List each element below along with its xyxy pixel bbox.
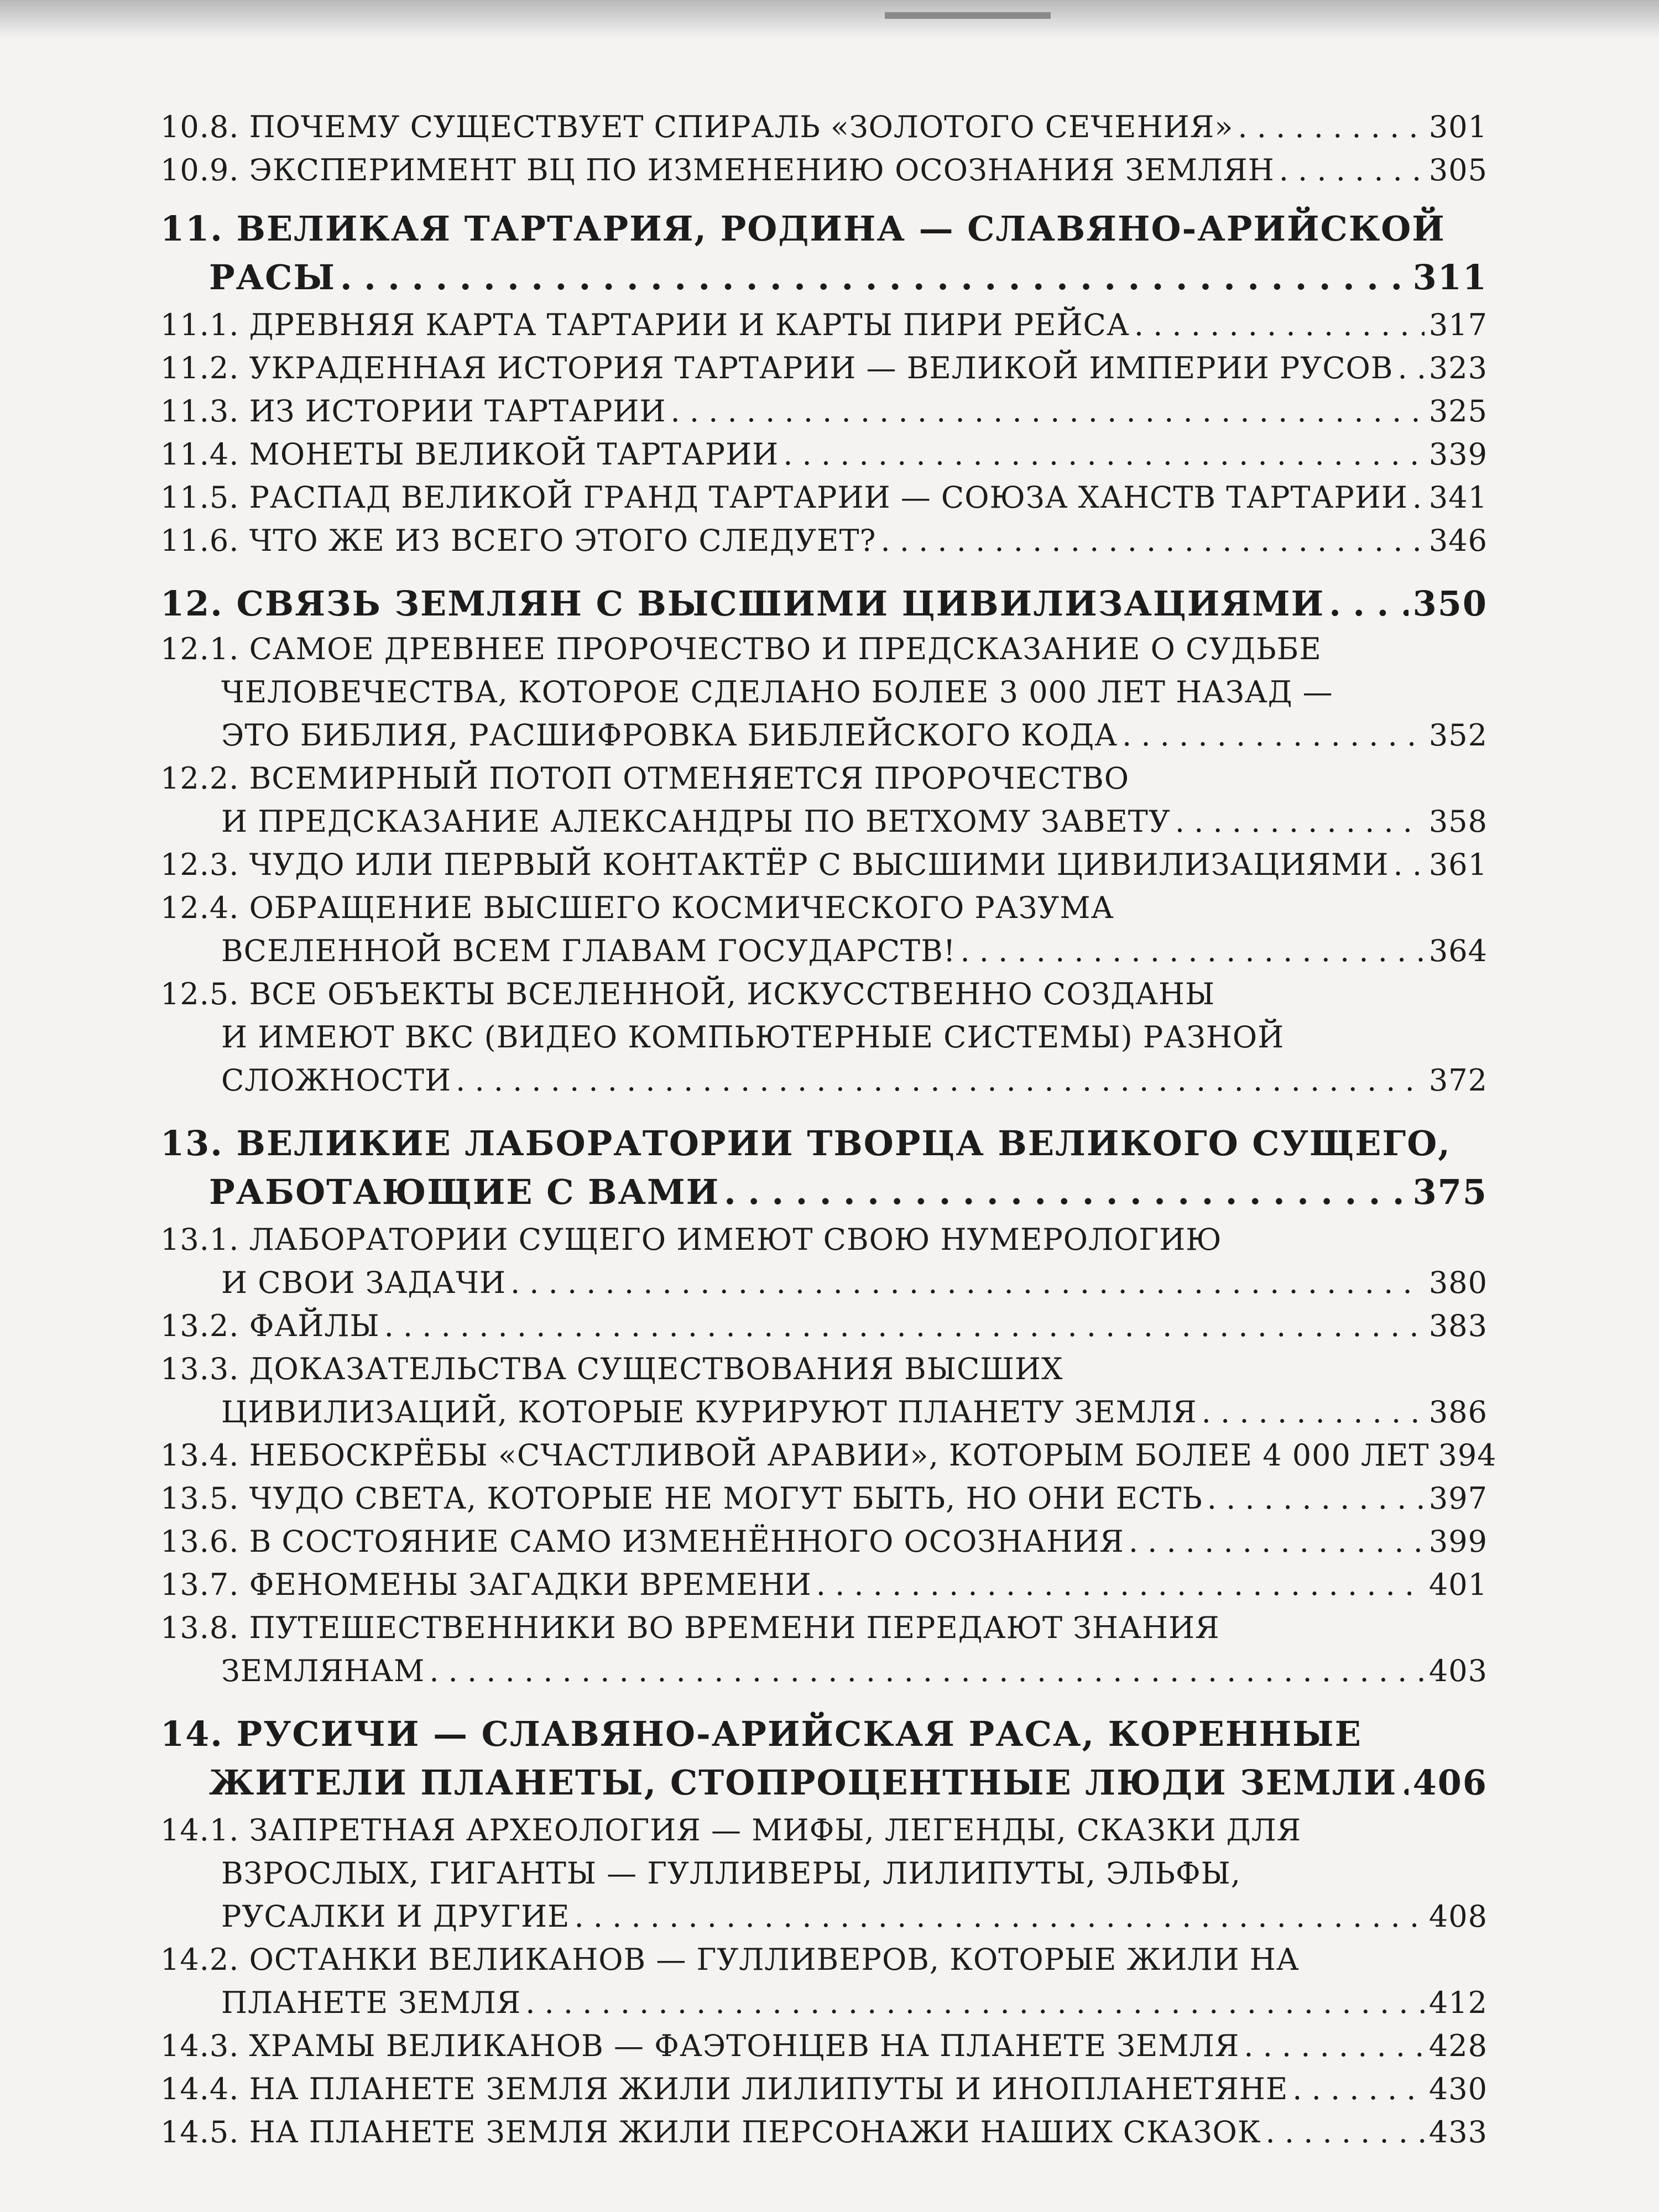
toc-leader-dots	[456, 1058, 1425, 1103]
toc-entry-line	[160, 2024, 1488, 2068]
toc-page-number: 430	[1428, 2072, 1488, 2106]
toc-entry-title: 13.4. НЕБОСКРЁБЫ «СЧАСТЛИВОЙ АРАВИИ», КОТОРЫМ БОЛЕЕ 4 000 ЛЕТ	[160, 1438, 1430, 1473]
toc-entry-line	[160, 1938, 1488, 1982]
toc-page-number: 412	[1428, 1985, 1488, 2020]
toc-leader-dots	[574, 1895, 1424, 1939]
toc-entry-title: РАБОТАЮЩИЕ С ВАМИ	[209, 1172, 720, 1212]
toc-chapter-line	[160, 204, 1488, 254]
toc-entry-line	[160, 105, 1488, 149]
toc-page-number: 406	[1412, 1762, 1488, 1803]
toc-entry-line	[221, 1058, 1488, 1103]
toc-entry-title: 14.3. ХРАМЫ ВЕЛИКАНОВ — ФАЭТОНЦЕВ НА ПЛАНЕТЕ ЗЕМЛЯ	[160, 2028, 1240, 2063]
toc-page-number: 325	[1428, 394, 1488, 429]
toc-entry-line	[221, 1895, 1488, 1939]
toc-page-number: 361	[1428, 847, 1488, 882]
toc-entry-line	[160, 2067, 1488, 2111]
toc-page-number: 305	[1428, 153, 1488, 187]
toc-leader-dots	[429, 1649, 1425, 1693]
toc-leader-dots	[1279, 148, 1425, 192]
toc-entry-title: 12.4. ОБРАЩЕНИЕ ВЫСШЕГО КОСМИЧЕСКОГО РАЗУМА	[160, 890, 1114, 925]
toc-leader-dots	[960, 929, 1424, 973]
toc-chapter-line	[209, 1167, 1488, 1218]
toc-page-number: 386	[1428, 1395, 1488, 1430]
toc-leader-dots	[1238, 105, 1425, 149]
toc-entry-title: 11. ВЕЛИКАЯ ТАРТАРИЯ, РОДИНА — СЛАВЯНО-АРИЙСКОЙ	[160, 208, 1446, 249]
toc-entry-title: 13.5. ЧУДО СВЕТА, КОТОРЫЕ НЕ МОГУТ БЫТЬ, НО ОНИ ЕСТЬ	[160, 1481, 1203, 1516]
toc-chapter-line	[160, 1118, 1488, 1169]
toc-chapter-line	[209, 252, 1488, 303]
toc-leader-dots	[671, 389, 1425, 434]
toc-entry-line	[160, 519, 1488, 563]
toc-leader-dots	[1134, 303, 1425, 347]
toc-page-number: 433	[1428, 2115, 1488, 2150]
toc-chapter-line	[160, 1709, 1488, 1760]
toc-entry-line	[221, 1649, 1488, 1693]
toc-entry-title: 14. РУСИЧИ — СЛАВЯНО-АРИЙСКАЯ РАСА, КОРЕННЫЕ	[160, 1714, 1362, 1754]
toc-page-number: 403	[1428, 1653, 1488, 1688]
toc-entry-line	[160, 1347, 1488, 1391]
toc-entry-title: 13.8. ПУТЕШЕСТВЕННИКИ ВО ВРЕМЕНИ ПЕРЕДАЮТ ЗНАНИЯ	[160, 1610, 1220, 1645]
toc-entry-title: 14.5. НА ПЛАНЕТЕ ЗЕМЛЯ ЖИЛИ ПЕРСОНАЖИ НАШИХ СКАЗОК	[160, 2115, 1261, 2150]
toc-entry-line	[160, 757, 1488, 801]
toc-leader-dots	[880, 519, 1424, 563]
toc-entry-line	[221, 713, 1488, 758]
toc-entry-line	[221, 929, 1488, 973]
toc-entry-title: И ИМЕЮТ ВКС (ВИДЕО КОМПЬЮТЕРНЫЕ СИСТЕМЫ) РАЗНОЙ	[221, 1020, 1285, 1055]
toc-entry-title: ВЗРОСЛЫХ, ГИГАНТЫ — ГУЛЛИВЕРЫ, ЛИЛИПУТЫ, ЭЛЬФЫ,	[221, 1856, 1241, 1891]
toc-entry-title: РУСАЛКИ И ДРУГИЕ	[221, 1899, 570, 1934]
toc-entry-title: 11.1. ДРЕВНЯЯ КАРТА ТАРТАРИИ И КАРТЫ ПИРИ РЕЙСА	[160, 307, 1130, 342]
toc-entry-title: ЭТО БИБЛИЯ, РАСШИФРОВКА БИБЛЕЙСКОГО КОДА	[221, 718, 1118, 753]
toc-leader-dots	[1412, 476, 1425, 520]
toc-entry-title: 12.2. ВСЕМИРНЫЙ ПОТОП ОТМЕНЯЕТСЯ ПРОРОЧЕСТВО	[160, 761, 1130, 796]
toc-entry-line	[160, 1520, 1488, 1564]
toc-entry-title: 12.5. ВСЕ ОБЪЕКТЫ ВСЕЛЕННОЙ, ИСКУССТВЕННО СОЗДАНЫ	[160, 977, 1215, 1011]
toc-entry-title: ЦИВИЛИЗАЦИЙ, КОТОРЫЕ КУРИРУЮТ ПЛАНЕТУ ЗЕМЛЯ	[221, 1395, 1197, 1430]
toc-entry-title: ЗЕМЛЯНАМ	[221, 1653, 425, 1688]
toc-page-number: 408	[1428, 1899, 1488, 1934]
toc-entry-title: 13.2. ФАЙЛЫ	[160, 1308, 380, 1343]
toc-leader-dots	[1129, 1520, 1425, 1564]
toc-page-number: 346	[1428, 523, 1488, 558]
toc-entry-title: 14.4. НА ПЛАНЕТЕ ЗЕМЛЯ ЖИЛИ ЛИЛИПУТЫ И ИНОПЛАНЕТЯНЕ	[160, 2072, 1288, 2106]
toc-entry-title: 14.1. ЗАПРЕТНАЯ АРХЕОЛОГИЯ — МИФЫ, ЛЕГЕНДЫ, СКАЗКИ ДЛЯ	[160, 1813, 1302, 1848]
toc-entry-line	[221, 1390, 1488, 1434]
toc-leader-dots	[510, 1261, 1425, 1305]
toc-entry-title: РАСЫ	[209, 257, 336, 298]
toc-entry-line	[160, 1477, 1488, 1521]
toc-page-number: 399	[1428, 1524, 1488, 1559]
toc-page-number: 375	[1412, 1172, 1488, 1212]
toc-entry-title: 12. СВЯЗЬ ЗЕМЛЯН С ВЫСШИМИ ЦИВИЛИЗАЦИЯМИ	[160, 583, 1325, 624]
toc-leader-dots	[1122, 713, 1425, 758]
toc-entry-line	[160, 346, 1488, 390]
toc-entry-line	[160, 1304, 1488, 1348]
toc-page-number: 401	[1428, 1567, 1488, 1602]
toc-leader-dots	[1394, 843, 1425, 887]
toc-page-number: 383	[1428, 1308, 1488, 1343]
toc-chapter-line	[160, 578, 1488, 629]
toc-leader-dots	[384, 1304, 1425, 1348]
toc-leader-dots	[1266, 2110, 1425, 2154]
toc-entry-line	[160, 303, 1488, 347]
toc-entry-line	[221, 1851, 1488, 1896]
toc-page-number: 323	[1428, 351, 1488, 385]
toc-entry-line	[160, 627, 1488, 671]
toc-leader-dots	[1401, 1757, 1408, 1808]
toc-leader-dots	[525, 1981, 1425, 2025]
toc-entry-line	[160, 432, 1488, 477]
toc-entry-line	[160, 1433, 1497, 1478]
toc-leader-dots	[816, 1563, 1425, 1607]
toc-page-number: 317	[1428, 307, 1488, 342]
toc-entry-title: 10.9. ЭКСПЕРИМЕНТ ВЦ ПО ИЗМЕНЕНИЮ ОСОЗНАНИЯ ЗЕМЛЯН	[160, 153, 1275, 187]
toc-entry-title: 10.8. ПОЧЕМУ СУЩЕСТВУЕТ СПИРАЛЬ «ЗОЛОТОГО СЕЧЕНИЯ»	[160, 109, 1234, 144]
toc-page-number: 301	[1428, 109, 1488, 144]
toc-leader-dots	[1175, 800, 1425, 844]
toc-entry-title: 11.2. УКРАДЕННАЯ ИСТОРИЯ ТАРТАРИИ — ВЕЛИКОЙ ИМПЕРИИ РУСОВ	[160, 351, 1394, 385]
toc-page-number: 358	[1428, 804, 1488, 839]
toc-entry-title: 14.2. ОСТАНКИ ВЕЛИКАНОВ — ГУЛЛИВЕРОВ, КОТОРЫЕ ЖИЛИ НА	[160, 1942, 1300, 1977]
toc-entry-title: 11.3. ИЗ ИСТОРИИ ТАРТАРИИ	[160, 394, 666, 429]
toc-page-number: 311	[1412, 257, 1488, 298]
toc-entry-title: 13.3. ДОКАЗАТЕЛЬСТВА СУЩЕСТВОВАНИЯ ВЫСШИХ	[160, 1352, 1063, 1386]
toc-entry-title: 12.3. ЧУДО ИЛИ ПЕРВЫЙ КОНТАКТЁР С ВЫСШИМИ ЦИВИЛИЗАЦИЯМИ	[160, 847, 1389, 882]
toc-chapter-line	[209, 1757, 1488, 1808]
toc-entry-title: 13.6. В СОСТОЯНИЕ САМО ИЗМЕНЁННОГО ОСОЗНАНИЯ	[160, 1524, 1124, 1559]
toc-leader-dots	[1397, 346, 1424, 390]
toc-entry-line	[221, 1015, 1488, 1060]
toc-entry-line	[221, 1261, 1488, 1305]
toc-page-number: 341	[1428, 480, 1488, 515]
toc-entry-line	[160, 1606, 1488, 1650]
toc-leader-dots	[1207, 1477, 1425, 1521]
toc-entry-title: ЧЕЛОВЕЧЕСТВА, КОТОРОЕ СДЕЛАНО БОЛЕЕ 3 000 ЛЕТ НАЗАД —	[221, 675, 1333, 709]
toc-entry-title: 11.5. РАСПАД ВЕЛИКОЙ ГРАНД ТАРТАРИИ — СОЮЗА ХАНСТВ ТАРТАРИИ	[160, 480, 1408, 515]
toc-page-number: 380	[1428, 1265, 1488, 1300]
toc-entry-line	[160, 972, 1488, 1016]
toc-entry-line	[160, 1808, 1488, 1853]
toc-entry-line	[160, 2110, 1488, 2154]
toc-leader-dots	[1244, 2024, 1425, 2068]
toc-leader-dots	[724, 1167, 1408, 1218]
toc-leader-dots	[1329, 578, 1408, 629]
toc-entry-line	[221, 1981, 1488, 2025]
toc-entry-title: 11.6. ЧТО ЖЕ ИЗ ВСЕГО ЭТОГО СЛЕДУЕТ?	[160, 523, 877, 558]
toc-page-number: 372	[1428, 1063, 1488, 1098]
toc-page-number: 394	[1438, 1438, 1497, 1473]
toc-entry-title: И СВОИ ЗАДАЧИ	[221, 1265, 506, 1300]
toc-entry-line	[160, 476, 1488, 520]
toc-entry-line	[160, 843, 1488, 887]
toc-entry-line	[160, 389, 1488, 434]
toc-entry-line	[221, 800, 1488, 844]
toc-entry-title: ПЛАНЕТЕ ЗЕМЛЯ	[221, 1985, 521, 2020]
toc-page-number: 428	[1428, 2028, 1488, 2063]
toc-entry-title: ВСЕЛЕННОЙ ВСЕМ ГЛАВАМ ГОСУДАРСТВ!	[221, 933, 956, 968]
toc-entry-title: 13. ВЕЛИКИЕ ЛАБОРАТОРИИ ТВОРЦА ВЕЛИКОГО СУЩЕГО,	[160, 1123, 1451, 1164]
toc-page-number: 364	[1428, 933, 1488, 968]
toc-entry-line	[160, 1563, 1488, 1607]
toc-page-number: 350	[1412, 583, 1488, 624]
toc-leader-dots	[783, 432, 1425, 477]
toc-entry-line	[160, 148, 1488, 192]
toc-entry-title: ЖИТЕЛИ ПЛАНЕТЫ, СТОПРОЦЕНТНЫЕ ЛЮДИ ЗЕМЛИ	[209, 1762, 1397, 1803]
toc-entry-title: И ПРЕДСКАЗАНИЕ АЛЕКСАНДРЫ ПО ВЕТХОМУ ЗАВЕТУ	[221, 804, 1171, 839]
toc-leader-dots	[1292, 2067, 1425, 2111]
toc-entry-title: СЛОЖНОСТИ	[221, 1063, 452, 1098]
toc-entry-line	[160, 1218, 1488, 1262]
toc-entry-title: 11.4. МОНЕТЫ ВЕЛИКОЙ ТАРТАРИИ	[160, 437, 779, 472]
toc-page-number: 397	[1428, 1481, 1488, 1516]
toc-entry-line	[221, 670, 1488, 714]
toc-page-number: 339	[1428, 437, 1488, 472]
toc-entry-title: 13.7. ФЕНОМЕНЫ ЗАГАДКИ ВРЕМЕНИ	[160, 1567, 812, 1602]
toc-entry-line	[160, 886, 1488, 930]
toc-entry-title: 12.1. САМОЕ ДРЕВНЕЕ ПРОРОЧЕСТВО И ПРЕДСКАЗАНИЕ О СУДЬБЕ	[160, 632, 1322, 666]
toc-leader-dots	[1202, 1390, 1425, 1434]
toc-page-number: 352	[1428, 718, 1488, 753]
toc-entry-title: 13.1. ЛАБОРАТОРИИ СУЩЕГО ИМЕЮТ СВОЮ НУМЕРОЛОГИЮ	[160, 1222, 1222, 1257]
toc-leader-dots	[340, 252, 1408, 303]
